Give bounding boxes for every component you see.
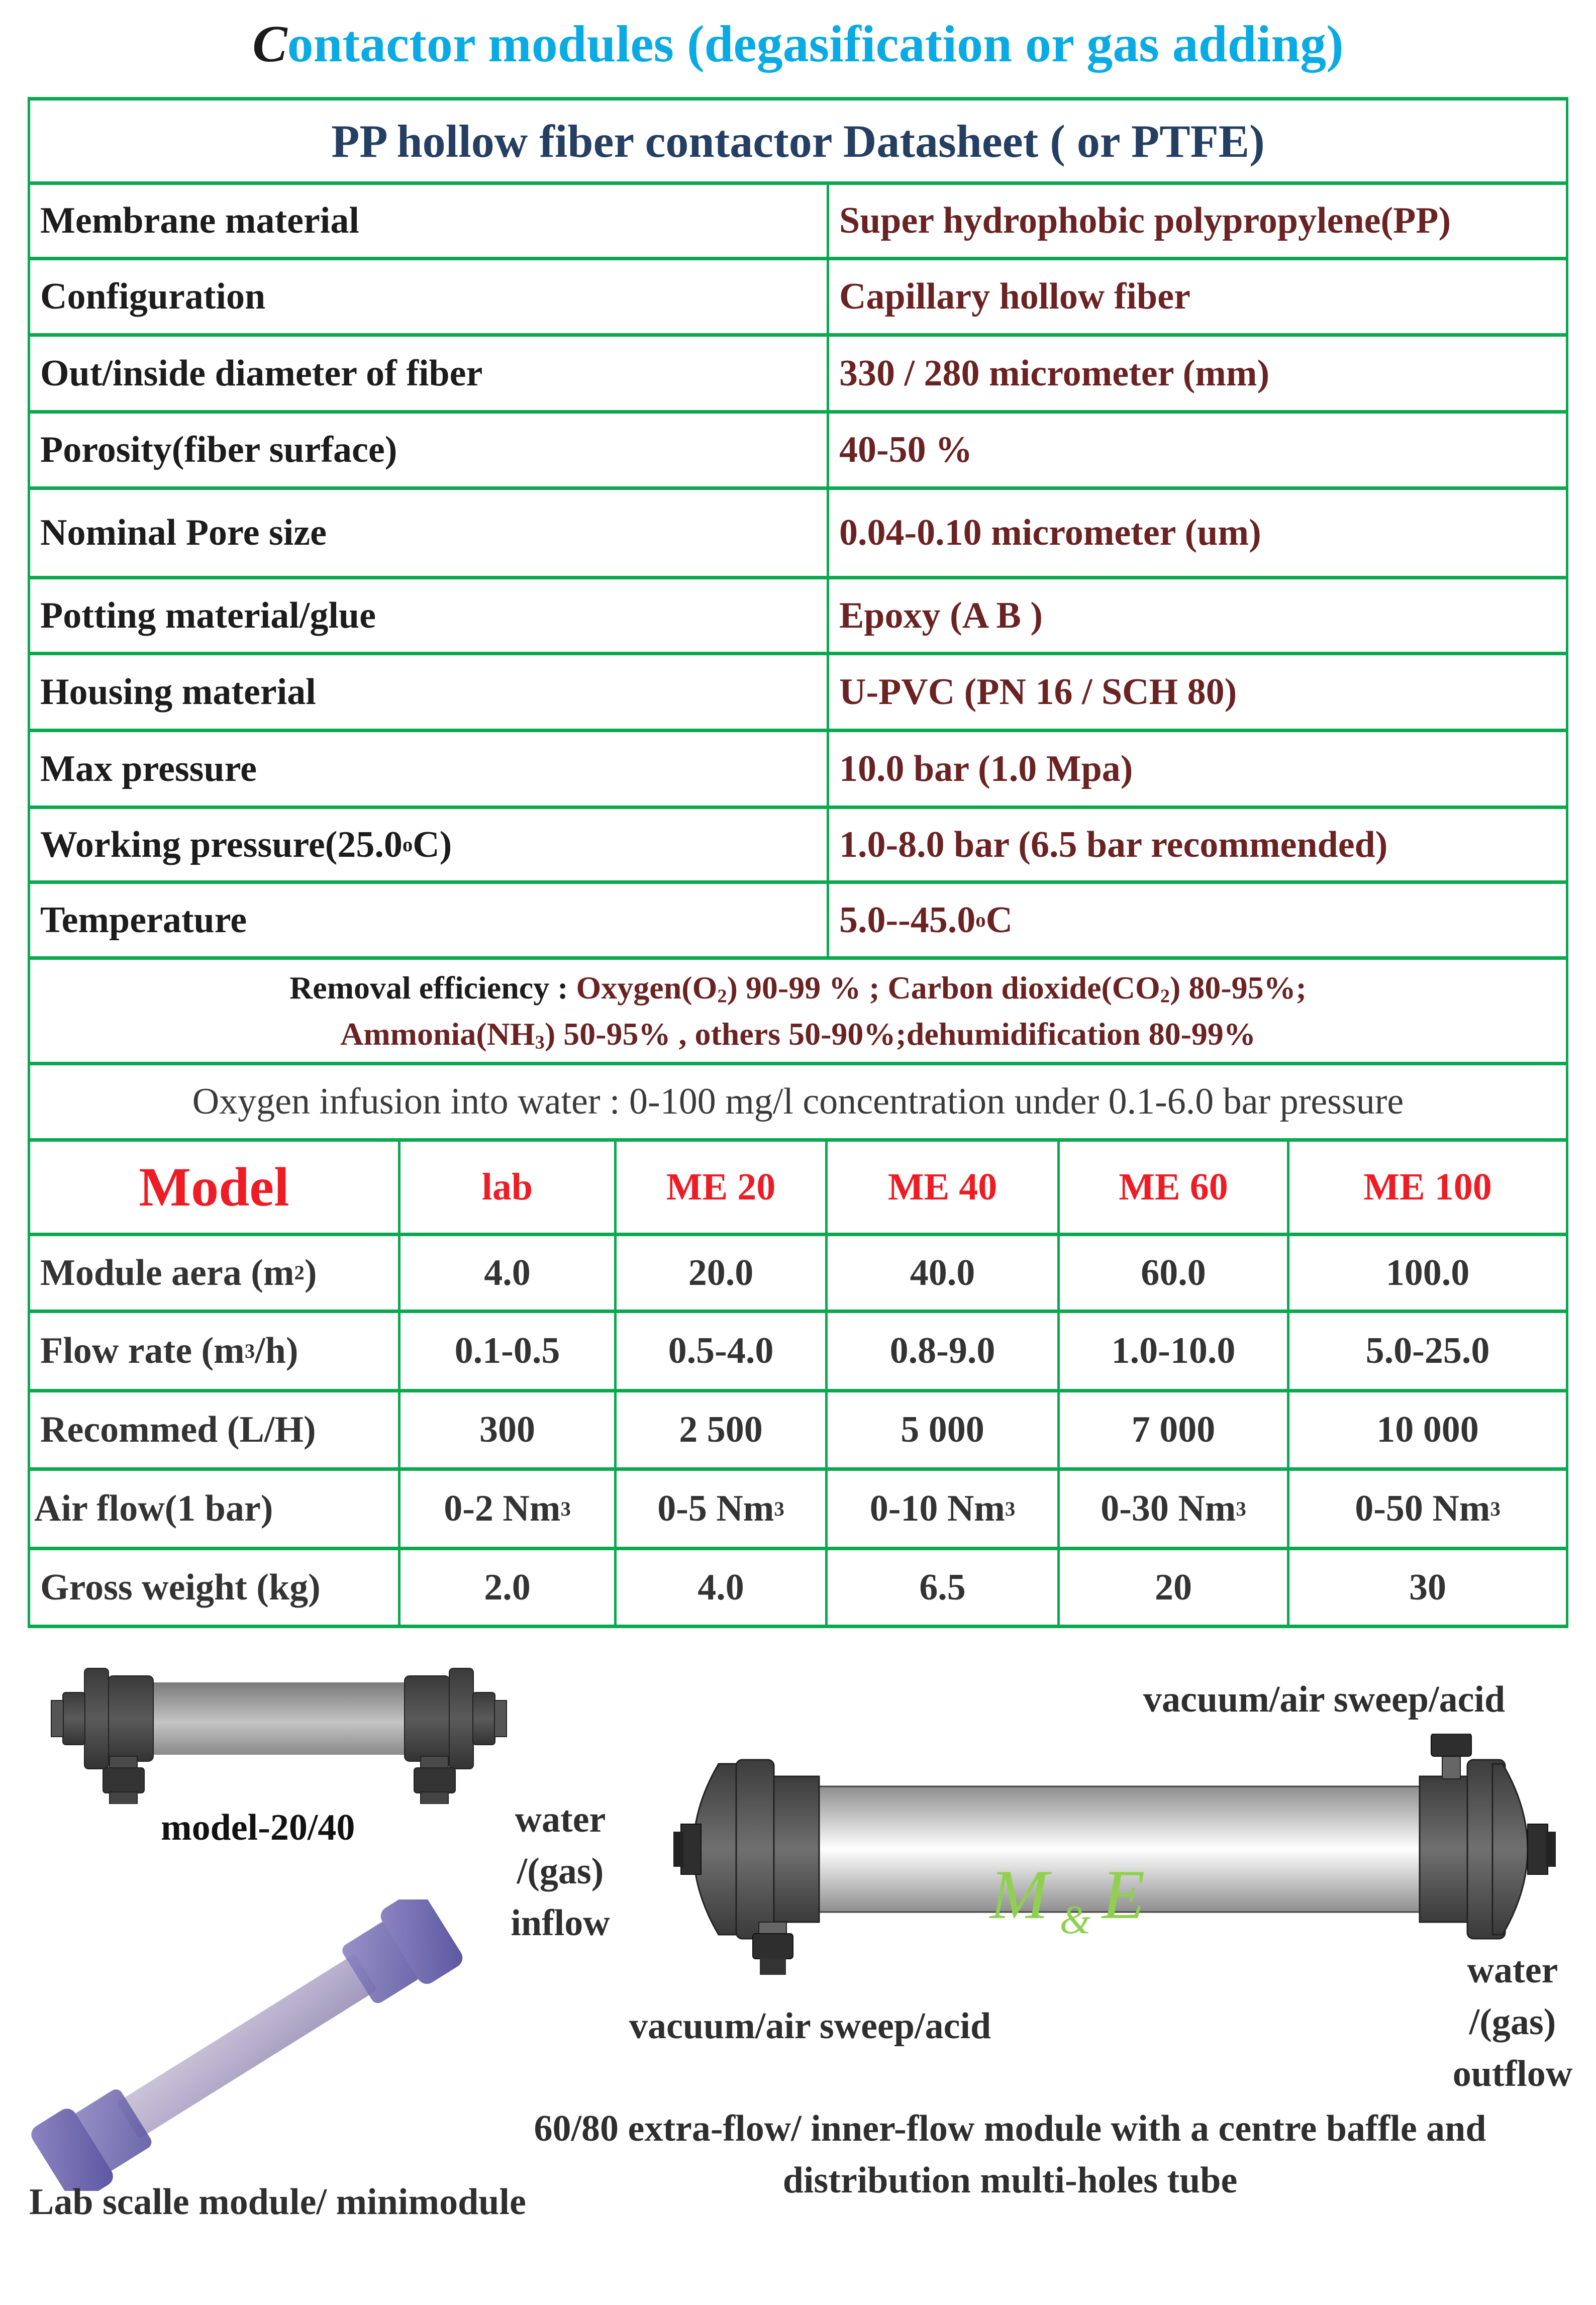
grid-line (28, 1389, 1568, 1392)
grid-line (28, 486, 1568, 490)
grid-line (28, 729, 1568, 732)
spec-label: Max pressure (40, 748, 257, 789)
model-row-label: Recommed (L/H) (40, 1409, 316, 1450)
spec-label-text: Working pressure(25.0 (40, 824, 403, 865)
spec-value: 10.0 bar (1.0 Mpa) (839, 748, 1133, 789)
model-cell: 1.0-10.0 (1111, 1330, 1236, 1371)
outflow-label-line: outflow (1452, 2053, 1573, 2094)
model-cell-text: 0-2 Nm (444, 1488, 561, 1529)
model-cell: 30 (1409, 1566, 1446, 1608)
grid-line (28, 1062, 1568, 1065)
spec-label: Housing material (40, 671, 316, 713)
big-module-caption-line: distribution multi-holes tube (782, 2160, 1238, 2201)
model-column-me40: ME 40 (887, 1166, 997, 1208)
grid-line (28, 880, 1568, 884)
big-module-caption (442, 2103, 1578, 2207)
inflow-label (497, 1794, 623, 1949)
spec-value: U-PVC (PN 16 / SCH 80) (839, 671, 1237, 713)
subscript: 3 (535, 1032, 545, 1053)
row-label-text: /h) (255, 1330, 298, 1371)
model-cell: 5 000 (901, 1409, 984, 1450)
spec-value-text: C (985, 899, 1013, 941)
spec-value: Epoxy (A B ) (839, 594, 1043, 636)
spec-value: 40-50 % (839, 429, 973, 470)
model-cell: 0-5 Nm 3 (657, 1488, 784, 1529)
top-port-label: vacuum/air sweep/acid (1143, 1679, 1506, 1720)
model-cell: 0.1-0.5 (454, 1330, 560, 1371)
page-title-rest: ontactor modules (degasification or gas adding) (287, 15, 1344, 73)
grid-line (28, 410, 1568, 414)
model-cell-text: 0-10 Nm (869, 1488, 1005, 1529)
datasheet-heading: PP hollow fiber contactor Datasheet ( or PTFE) (331, 115, 1265, 167)
model-20-40-module-image (25, 1658, 533, 1804)
brand-logo (990, 1854, 1145, 1942)
subscript: 2 (1160, 985, 1170, 1007)
model-cell: 0.8-9.0 (889, 1330, 995, 1371)
spec-value: 1.0-8.0 bar (6.5 bar recommended) (839, 824, 1388, 865)
table-border-top (28, 97, 1568, 101)
spec-label: Out/inside diameter of fiber (40, 352, 483, 394)
bottom-port-label: vacuum/air sweep/acid (629, 2006, 991, 2047)
grid-line (28, 181, 1568, 185)
model-column-lab: lab (481, 1166, 533, 1208)
model-row-label: Module aera (m 2 ) (40, 1252, 317, 1293)
outflow-label-line: /(gas) (1469, 2001, 1556, 2043)
big-module-caption-line: 60/80 extra-flow/ inner-flow module with a centre baffle and (534, 2108, 1486, 2149)
spec-label: Potting material/glue (40, 594, 376, 636)
grid-line (28, 333, 1568, 337)
brand-letter-e: E (1102, 1856, 1145, 1934)
row-label-text: Flow rate (m (40, 1330, 245, 1371)
grid-line (28, 1547, 1568, 1550)
model-cell: 10 000 (1376, 1409, 1479, 1450)
model-cell: 0-2 Nm 3 (444, 1488, 571, 1529)
inflow-label-line: water (515, 1799, 606, 1840)
spec-value: 330 / 280 micrometer (mm) (839, 352, 1270, 394)
model-cell: 4.0 (484, 1252, 531, 1293)
removal-text: Ammonia(NH (340, 1016, 535, 1052)
grid-line (28, 257, 1568, 260)
model-cell: 0-10 Nm 3 (869, 1488, 1016, 1529)
model-cell: 2.0 (484, 1566, 531, 1608)
model-cell: 40.0 (910, 1252, 975, 1293)
spec-label: Temperature (40, 899, 247, 941)
removal-efficiency-line-2 (340, 1011, 1256, 1057)
grid-line (28, 1310, 1568, 1313)
model-cell: 0-30 Nm 3 (1101, 1488, 1246, 1529)
lab-module-caption: Lab scalle module/ minimodule (29, 2181, 526, 2223)
model-cell: 2 500 (679, 1409, 763, 1450)
grid-line (28, 1138, 1568, 1142)
removal-text: ) 80-95%; (1170, 969, 1307, 1006)
spec-value: 5.0--45.0 o C (839, 899, 1013, 941)
spec-label-text: C) (413, 824, 452, 865)
inflow-label-line: /(gas) (517, 1851, 604, 1892)
page-title-first-letter: C (252, 15, 287, 73)
spec-label: Porosity(fiber surface) (40, 429, 397, 470)
spec-label: Working pressure(25.0 o C) (40, 824, 452, 865)
removal-text: Oxygen(O (576, 969, 718, 1006)
model-cell-text: 0-50 Nm (1355, 1488, 1490, 1529)
row-label-text: Module aera (m (40, 1252, 294, 1293)
model-cell: 100.0 (1385, 1252, 1470, 1293)
removal-efficiency-line-1 (289, 965, 1307, 1011)
model-row-label: Flow rate (m 3 /h) (40, 1330, 298, 1371)
spec-label: Configuration (40, 276, 266, 317)
grid-line (28, 576, 1568, 579)
model-row-label: Air flow(1 bar) (34, 1488, 273, 1529)
grid-line (28, 652, 1568, 655)
lab-minimodule-image (20, 1899, 472, 2191)
inflow-label-line: inflow (511, 1902, 610, 1944)
table-border-bottom (28, 1625, 1568, 1628)
model-cell-text: 0-30 Nm (1101, 1488, 1236, 1529)
spec-value: Capillary hollow fiber (839, 276, 1190, 317)
model-column-me20: ME 20 (666, 1166, 776, 1208)
model-cell: 7 000 (1131, 1409, 1216, 1450)
model-column-me60: ME 60 (1119, 1166, 1228, 1208)
model-cell: 5.0-25.0 (1365, 1330, 1490, 1371)
model-cell: 20 (1155, 1566, 1192, 1608)
outflow-label-line: water (1467, 1950, 1558, 1991)
spec-value: Super hydrophobic polypropylene(PP) (839, 200, 1451, 241)
model-header-label: Model (139, 1156, 289, 1218)
model-cell: 20.0 (688, 1252, 754, 1293)
brand-letter-m: M (990, 1856, 1049, 1934)
model-cell: 60.0 (1141, 1252, 1206, 1293)
grid-line (28, 806, 1568, 809)
removal-text: ) 50-95% , others 50-90%;dehumidification 80-99% (544, 1016, 1256, 1052)
model-20-40-caption: model-20/40 (161, 1807, 355, 1848)
spec-label: Nominal Pore size (40, 512, 327, 553)
model-column-me100: ME 100 (1363, 1166, 1492, 1208)
table-border-right (1566, 97, 1568, 1628)
oxygen-infusion-note: Oxygen infusion into water : 0-100 mg/l concentration under 0.1-6.0 bar pressure (192, 1081, 1404, 1122)
brand-ampersand: & (1059, 1898, 1091, 1942)
model-row-label: Gross weight (kg) (40, 1566, 321, 1608)
model-cell: 6.5 (919, 1566, 966, 1608)
model-cell-text: 0-5 Nm (657, 1488, 774, 1529)
model-cell: 0-50 Nm 3 (1355, 1488, 1501, 1529)
grid-line (28, 1467, 1568, 1471)
spec-value: 0.04-0.10 micrometer (um) (839, 512, 1261, 553)
page-title (0, 14, 1596, 74)
spec-value-text: 5.0--45.0 (839, 899, 976, 941)
row-label-text: ) (304, 1252, 317, 1293)
removal-efficiency-lead: Removal efficiency : (289, 969, 576, 1006)
outflow-label (1437, 1945, 1588, 2100)
model-cell: 300 (479, 1409, 535, 1450)
model-cell: 4.0 (697, 1566, 744, 1608)
model-cell: 0.5-4.0 (668, 1330, 774, 1371)
grid-line (28, 1233, 1568, 1236)
removal-text: ) 90-99 % ; Carbon dioxide(CO (727, 969, 1160, 1006)
grid-line (28, 956, 1568, 960)
removal-efficiency (30, 960, 1566, 1062)
spec-label: Membrane material (40, 200, 359, 241)
subscript: 2 (717, 985, 727, 1007)
